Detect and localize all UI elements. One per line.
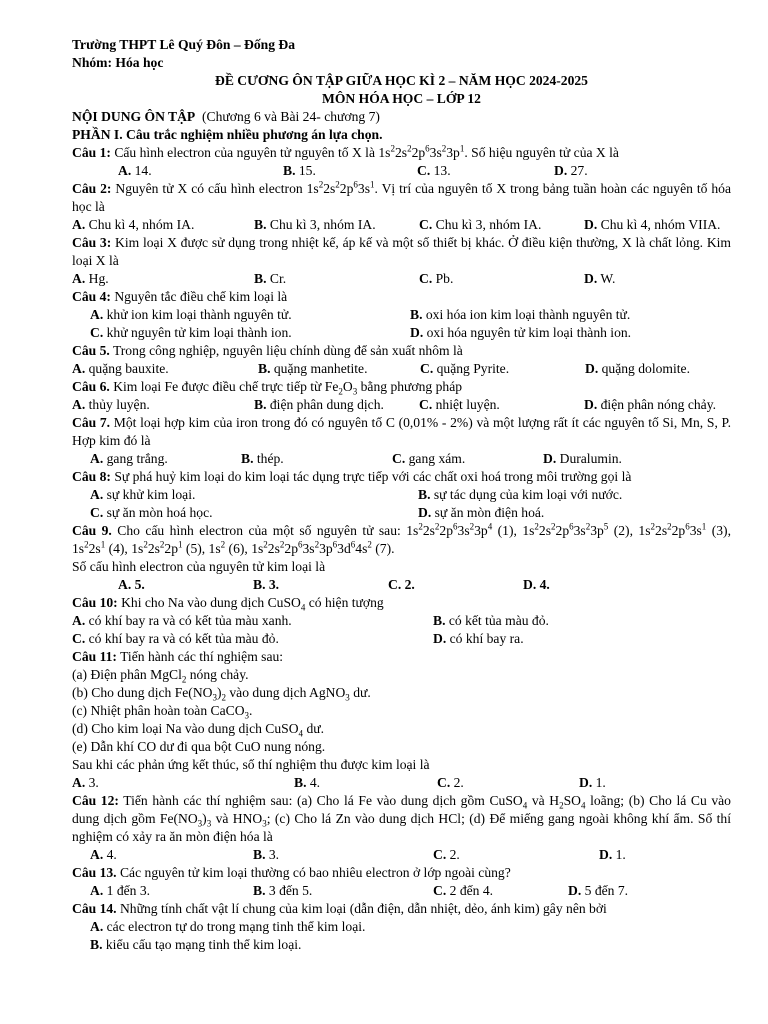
option-a[interactable]: A. khử ion kim loại thành nguyên tử.: [90, 307, 292, 322]
question-9: Câu 9. Cho cấu hình electron của một số nguyên tử sau: $1s^22s^22p^63s^23p^4$ (1), $1s^22s^22p^63s^23p^5$ (2), $1s^22s^22p^63s^1$ (3), $1s^22s^1$ (4), $1s^22s^22p^1$ (5), $1s^2$ (6), $1s^22s^22p^63s^23p^63d^64s^2$ (7).: [72, 521, 731, 556]
question-14: Câu 14. Những tính chất vật lí chung của kim loại (dẫn điện, dẫn nhiệt, dẻo, ánh kim) gây nên bởi: [72, 901, 607, 916]
option-a[interactable]: A. Chu kì 4, nhóm IA.: [72, 217, 195, 232]
option-a[interactable]: A. quặng bauxite.: [72, 361, 169, 376]
option-b[interactable]: B. 15.: [283, 163, 316, 178]
document-title: ĐỀ CƯƠNG ÔN TẬP GIỮA HỌC KÌ 2 – NĂM HỌC 2024-2025: [215, 73, 588, 88]
question-1: Câu 1: Cấu hình electron của nguyên tử nguyên tố X là $1s^22s^22p^63s^23p^1$. Số hiệu nguyên tử của X là: [72, 143, 619, 160]
option-c[interactable]: C. gang xám.: [392, 451, 466, 466]
option-d[interactable]: D. 27.: [554, 163, 588, 178]
option-c[interactable]: C. Chu kì 3, nhóm IA.: [419, 217, 542, 232]
option-c[interactable]: C. sự ăn mòn hoá học.: [90, 505, 213, 520]
question-11-options: [72, 774, 731, 792]
question-4-options-row-1: [72, 306, 731, 324]
option-a[interactable]: A. các electron tự do trong mạng tinh thể kim loại.: [90, 919, 366, 934]
option-c[interactable]: C. khử nguyên tử kim loại thành ion.: [90, 325, 292, 340]
option-b[interactable]: B. 3.: [253, 847, 280, 862]
option-d[interactable]: D. 1.: [599, 847, 626, 862]
question-5-options: [72, 360, 731, 378]
question-11-prompt: Sau khi các phản ứng kết thúc, số thí nghiệm thu được kim loại là: [72, 757, 430, 772]
part-heading: PHẦN I. Câu trắc nghiệm nhiều phương án lựa chọn.: [72, 127, 383, 142]
option-d[interactable]: D. 1.: [579, 775, 606, 790]
option-b[interactable]: B. kiểu cấu tạo mạng tinh thể kim loại.: [90, 937, 302, 952]
option-b[interactable]: B. sự tác dụng của kim loại với nước.: [418, 487, 623, 502]
option-c[interactable]: C. 13.: [417, 163, 451, 178]
experiment-d: (d) Cho kim loại Na vào dung dịch CuSO$_4$ dư.: [72, 721, 325, 739]
option-d[interactable]: D. 5 đến 7.: [568, 883, 629, 898]
option-b[interactable]: B. điện phân dung dịch.: [254, 397, 384, 412]
option-c[interactable]: C. 2 đến 4.: [433, 883, 494, 898]
question-9-options: [72, 576, 731, 594]
question-4: Câu 4: Nguyên tắc điều chế kim loại là: [72, 289, 288, 304]
option-c[interactable]: C. 2.: [437, 775, 464, 790]
option-d[interactable]: D. Duralumin.: [543, 451, 622, 466]
question-2-options: [72, 216, 731, 234]
option-b[interactable]: B. quặng manhetite.: [258, 361, 368, 376]
question-8-options-row-2: [72, 504, 731, 522]
option-c[interactable]: C. 2.: [388, 577, 415, 592]
option-d[interactable]: D. có khí bay ra.: [433, 631, 524, 646]
school-name: Trường THPT Lê Quý Đôn – Đống Đa: [72, 37, 296, 52]
subject-group: Nhóm: Hóa học: [72, 55, 164, 70]
option-a[interactable]: A. 14.: [118, 163, 152, 178]
question-2: Câu 2: Nguyên tử X có cấu hình electron $1s^22s^22p^63s^1$. Vị trí của nguyên tố X trong bảng tuần hoàn các nguyên tố hóa học là: [72, 179, 731, 214]
option-a[interactable]: A. 3.: [72, 775, 99, 790]
option-d[interactable]: D. sự ăn mòn điện hoá.: [418, 505, 545, 520]
question-13: Câu 13. Các nguyên tử kim loại thường có bao nhiêu electron ở lớp ngoài cùng?: [72, 865, 511, 880]
question-9-prompt: Số cấu hình electron của nguyên tử kim loại là: [72, 559, 326, 574]
question-6: Câu 6. Kim loại Fe được điều chế trực tiếp từ $Fe_2O_3$ bằng phương pháp: [72, 379, 463, 397]
option-b[interactable]: B. Cr.: [254, 271, 287, 286]
document-subtitle: MÔN HÓA HỌC – LỚP 12: [322, 91, 481, 106]
option-c[interactable]: C. quặng Pyrite.: [420, 361, 510, 376]
option-c[interactable]: C. nhiệt luyện.: [419, 397, 500, 412]
option-b[interactable]: B. 3.: [253, 577, 280, 592]
question-12-options: [72, 846, 731, 864]
experiment-c: (c) Nhiệt phân hoàn toàn CaCO$_3$.: [72, 703, 253, 721]
experiment-b: (b) Cho dung dịch $Fe(NO_3)_2$ vào dung dịch AgNO$_3$ dư.: [72, 685, 371, 703]
experiment-a: (a) Điện phân MgCl$_2$ nóng chảy.: [72, 667, 249, 685]
option-d[interactable]: D. điện phân nóng chảy.: [584, 397, 717, 412]
question-7: Câu 7. Một loại hợp kim của iron trong đó có nguyên tố C (0,01% - 2%) và một lượng rất ít các nguyên tố Si, Mn, S, P. Hợp kim đó là: [72, 415, 731, 448]
option-b[interactable]: B. thép.: [241, 451, 284, 466]
question-3: Câu 3: Kim loại X được sử dụng trong nhiệt kế, áp kế và một số thiết bị khác. Ở điều kiện thường, X là chất lỏng. Kim loại X là: [72, 235, 731, 268]
option-d[interactable]: D. oxi hóa nguyên tử kim loại thành ion.: [410, 325, 632, 340]
question-8-options-row-1: [72, 486, 731, 504]
option-c[interactable]: C. Pb.: [419, 271, 454, 286]
option-b[interactable]: B. có kết tủa màu đỏ.: [433, 613, 549, 628]
option-b[interactable]: B. 3 đến 5.: [253, 883, 313, 898]
option-a[interactable]: A. 4.: [90, 847, 117, 862]
option-d[interactable]: D. quặng dolomite.: [585, 361, 690, 376]
option-d[interactable]: D. Chu kì 4, nhóm VIIA.: [584, 217, 721, 232]
option-a[interactable]: A. 5.: [118, 577, 145, 592]
option-a[interactable]: A. sự khử kim loại.: [90, 487, 196, 502]
option-c[interactable]: C. 2.: [433, 847, 460, 862]
option-c[interactable]: C. có khí bay ra và có kết tủa màu đỏ.: [72, 631, 279, 646]
question-13-options: [72, 882, 731, 900]
question-4-options-row-2: [72, 324, 731, 342]
experiment-e: (e) Dẫn khí CO dư đi qua bột CuO nung nóng.: [72, 739, 326, 754]
question-3-options: [72, 270, 731, 288]
option-d[interactable]: D. 4.: [523, 577, 550, 592]
option-a[interactable]: A. có khí bay ra và có kết tủa màu xanh.: [72, 613, 292, 628]
option-b[interactable]: B. 4.: [294, 775, 321, 790]
question-10: Câu 10: Khi cho Na vào dung dịch CuSO$_4$ có hiện tượng: [72, 595, 384, 613]
question-10-options-row-2: [72, 630, 731, 648]
question-10-options-row-1: [72, 612, 731, 630]
question-11: Câu 11: Tiến hành các thí nghiệm sau:: [72, 649, 284, 664]
option-a[interactable]: A. 1 đến 3.: [90, 883, 151, 898]
question-7-options: [72, 450, 731, 468]
question-6-options: [72, 396, 731, 414]
question-5: Câu 5. Trong công nghiệp, nguyên liệu chính dùng để sản xuất nhôm là: [72, 343, 463, 358]
question-1-options: [72, 162, 731, 180]
option-a[interactable]: A. thủy luyện.: [72, 397, 150, 412]
option-d[interactable]: D. W.: [584, 271, 616, 286]
option-b[interactable]: B. oxi hóa ion kim loại thành nguyên tử.: [410, 307, 631, 322]
option-b[interactable]: B. Chu kì 3, nhóm IA.: [254, 217, 376, 232]
question-8: Câu 8: Sự phá huỷ kim loại do kim loại tác dụng trực tiếp với các chất oxi hoá trong môi trường gọi là: [72, 469, 632, 484]
question-12: Câu 12: Tiến hành các thí nghiệm sau: (a) Cho lá Fe vào dung dịch gồm CuSO$_4$ và $H_2SO_4$ loãng; (b) Cho lá Cu vào dung dịch gồm $Fe(NO_3)_3$ và $HNO_3$; (c) Cho lá Zn vào dung dịch HCl; (d) Để miếng gang ngoài không khí ẩm. Số thí nghiệm có xảy ra ăn mòn điện hóa là: [72, 793, 731, 844]
option-a[interactable]: A. gang trắng.: [90, 451, 168, 466]
option-a[interactable]: A. Hg.: [72, 271, 109, 286]
content-heading: NỘI DUNG ÔN TẬP (Chương 6 và Bài 24- chương 7): [72, 109, 380, 124]
